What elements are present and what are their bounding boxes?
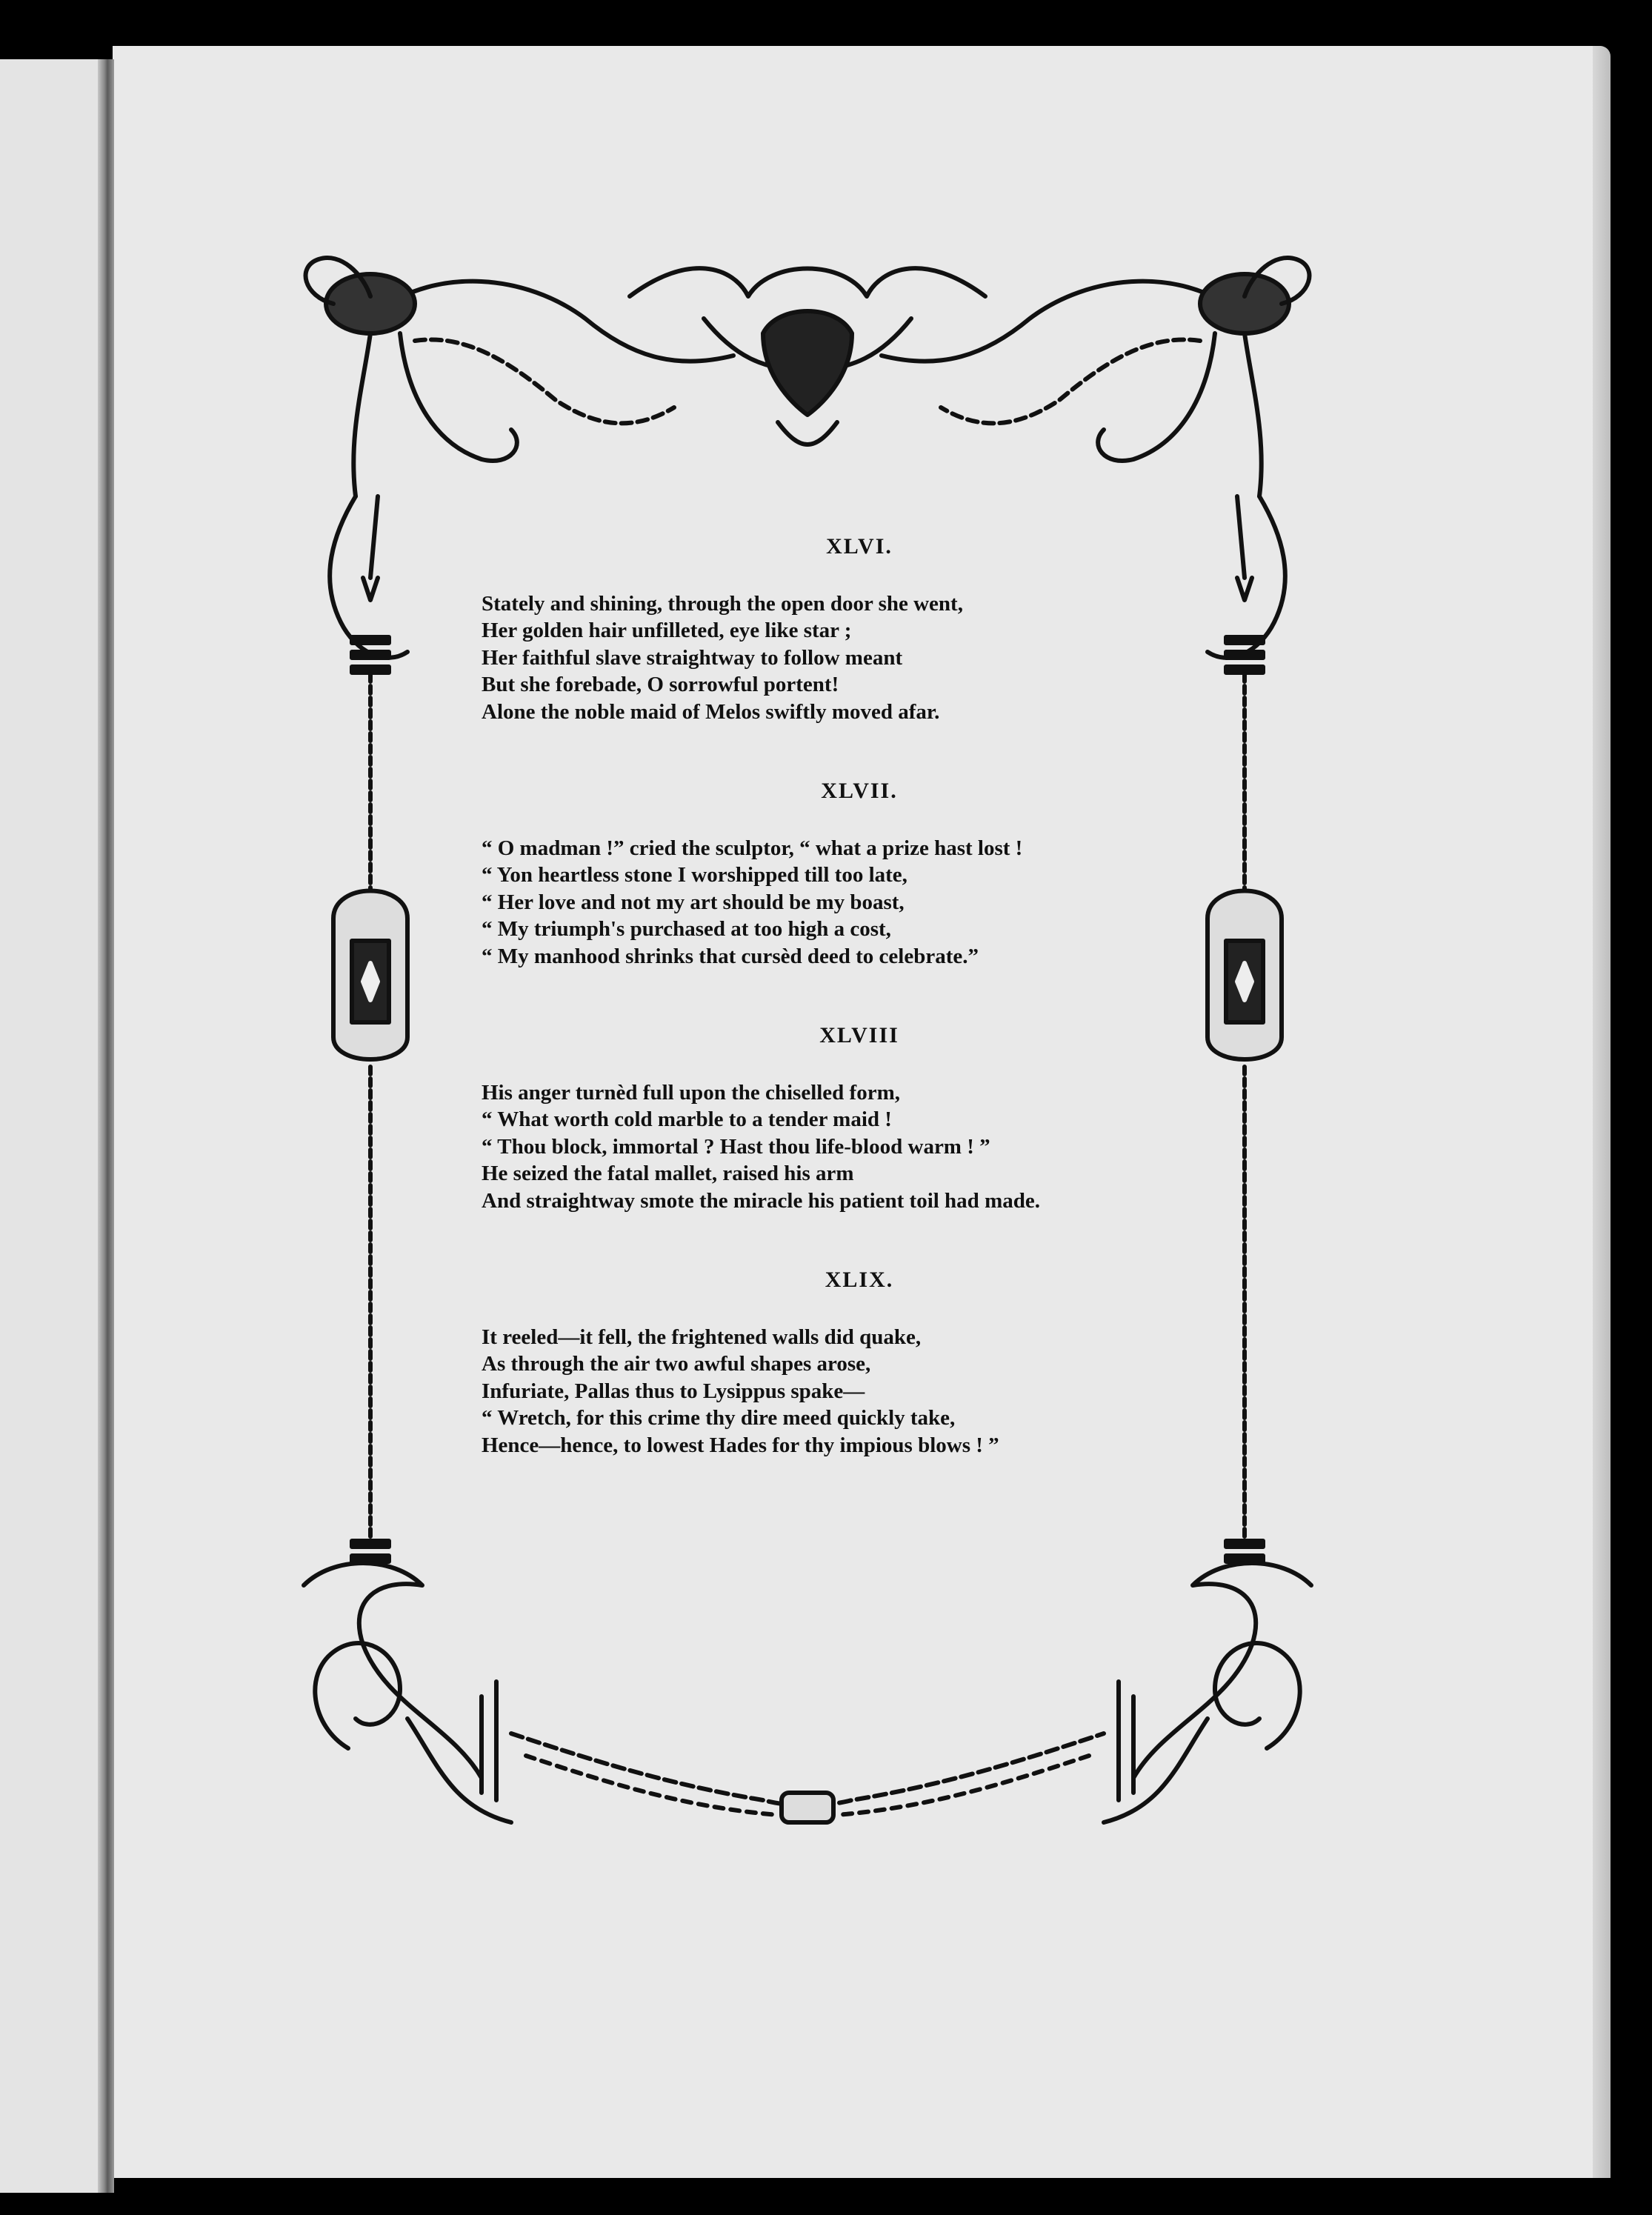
poem-line: As through the air two awful shapes arose,: [482, 1352, 871, 1376]
poem-line: “ Thou block, immortal ? Hast thou life-blood warm ! ”: [482, 1134, 990, 1159]
poem-line: “ O madman !” cried the sculptor, “ what a prize hast lost !: [482, 836, 1023, 860]
poem-line: “ My triumph's purchased at too high a cost,: [482, 917, 891, 941]
right-column-ornament: [1208, 637, 1282, 1562]
book-gutter: [98, 59, 114, 2193]
poem-line: But she forebade, O sorrowful portent!: [482, 673, 839, 696]
stanza: [482, 1022, 1215, 1214]
stanza-numeral: XLVII.: [821, 779, 898, 803]
poem-line: “ What worth cold marble to a tender maid !: [482, 1108, 892, 1131]
stanza: [482, 533, 1215, 725]
poem-line: He seized the fatal mallet, raised his arm: [482, 1162, 854, 1185]
stanza-spacer: [482, 1214, 1215, 1267]
poem-line: “ My manhood shrinks that cursèd deed to celebrate.”: [482, 944, 979, 968]
poem-line: Alone the noble maid of Melos swiftly moved afar.: [482, 699, 940, 724]
stanza-numeral: XLVI.: [826, 534, 893, 559]
bottom-scroll-ornament: [304, 1563, 1311, 1822]
stanza-numeral: XLIX.: [825, 1268, 894, 1292]
left-page-edge: [0, 59, 111, 2193]
left-column-ornament: [333, 637, 407, 1562]
poem-line: Stately and shining, through the open door she went,: [482, 591, 963, 616]
poem-line: Her golden hair unfilleted, eye like star ;: [482, 619, 852, 642]
poem-text-block: [482, 533, 1215, 1459]
poem-line: His anger turnèd full upon the chiselled form,: [482, 1080, 900, 1105]
poem-line: Her faithful slave straightway to follow meant: [482, 645, 903, 670]
stanza-numeral: XLVIII: [819, 1023, 899, 1047]
page-right-edge: [1593, 46, 1611, 2178]
poem-line: Infuriate, Pallas thus to Lysippus spake—: [482, 1379, 865, 1403]
poem-line: And straightway smote the miracle his patient toil had made.: [482, 1188, 1040, 1213]
stanza-spacer: [482, 725, 1215, 778]
poem-line: Hence—hence, to lowest Hades for thy impious blows ! ”: [482, 1433, 999, 1457]
poem-line: “ Wretch, for this crime thy dire meed quickly take,: [482, 1406, 956, 1430]
stanza-spacer: [482, 970, 1215, 1022]
poem-line: It reeled—it fell, the frightened walls did quake,: [482, 1325, 922, 1349]
stanza: [482, 1267, 1215, 1459]
poem-line: “ Her love and not my art should be my boast,: [482, 890, 905, 914]
top-crest-ornament: [378, 268, 1237, 444]
poem-line: “ Yon heartless stone I worshipped till too late,: [482, 863, 907, 887]
stanza: [482, 778, 1215, 970]
